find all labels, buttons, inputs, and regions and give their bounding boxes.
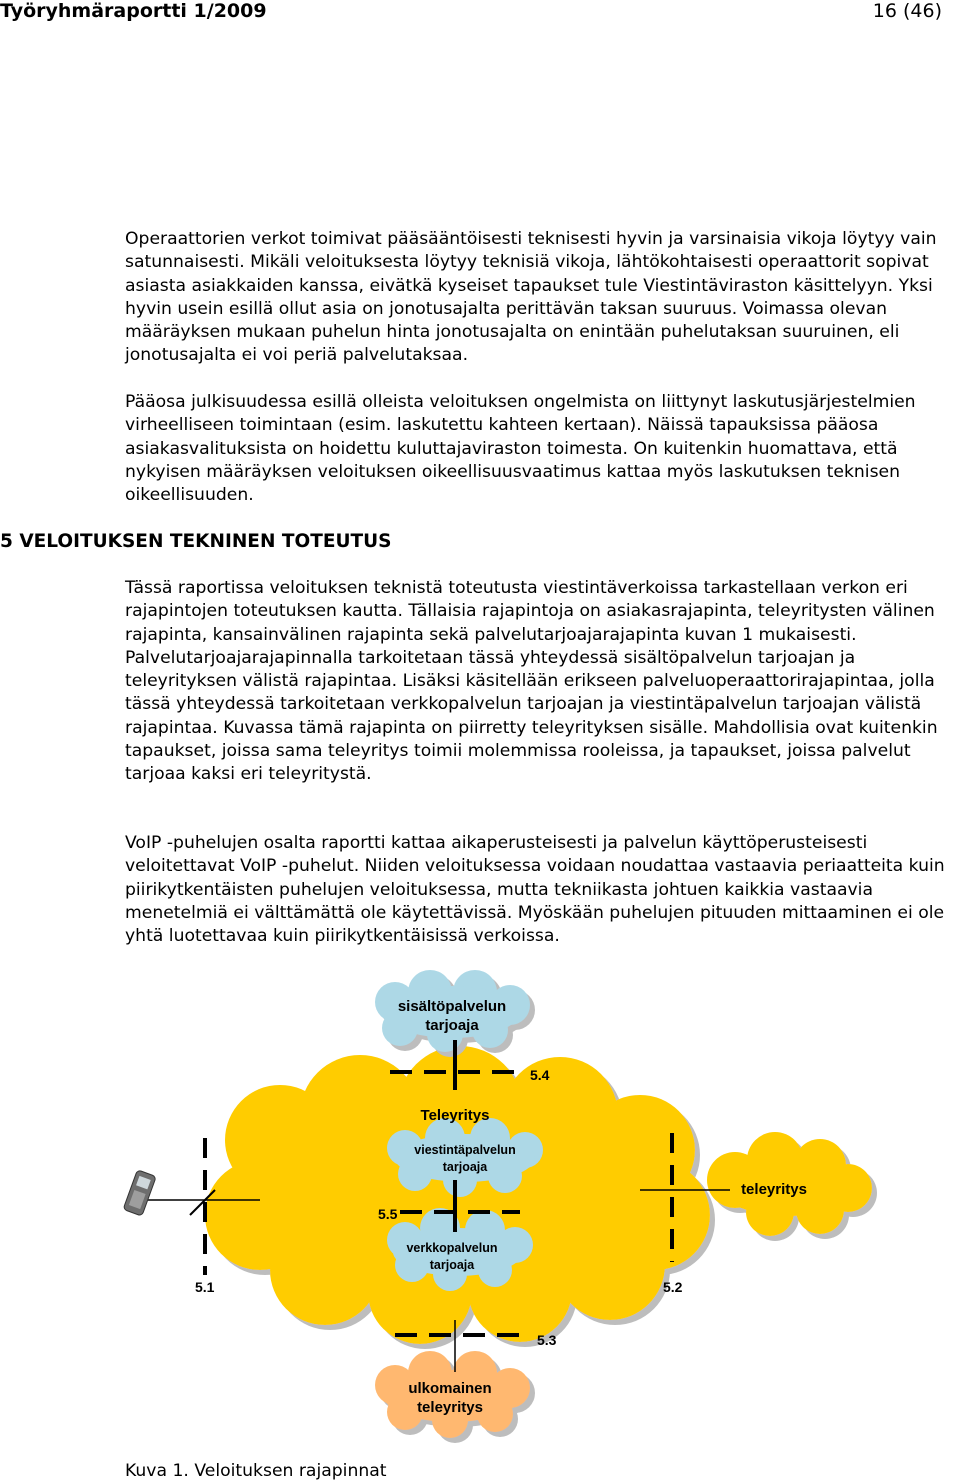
foreign-operator-label-1: ulkomainen <box>408 1380 492 1397</box>
foreign-operator-label-2: teleyritys <box>417 1399 483 1416</box>
interface-diagram <box>0 970 960 1460</box>
content-provider-label-1: sisältöpalvelun <box>397 998 507 1015</box>
paragraph-2: Pääosa julkisuudessa esillä olleista veloituksen ongelmista on liittynyt laskutusjärjestelmien virheelliseen toimintaan (esim. laskutettu kahteen kertaan). Näissä tapauksissa pääosa asiakasvalituksista on hoidettu kuluttajaviraston toimesta. On kuitenkin huomattava, että nykyisen määräyksen veloituksen oikeellisuusvaatimus kattaa myös laskutuksen teknisen oikeellisuuden. <box>125 392 916 506</box>
page-number: 16 (46) <box>872 0 942 22</box>
other-operator-label: teleyritys <box>741 1181 807 1198</box>
section-heading: 5 VELOITUKSEN TEKNINEN TOTEUTUS <box>0 531 392 552</box>
communication-service-label-1: viestintäpalvelun <box>414 1143 516 1157</box>
report-title: Työryhmäraportti 1/2009 <box>0 0 267 22</box>
network-service-label-1: verkkopalvelun <box>406 1241 498 1255</box>
paragraph-3: Tässä raportissa veloituksen teknistä toteutusta viestintäverkoissa tarkastellaan verkon eri rajapintojen toteutuksen kautta. Tällaisia rajapintoja on asiakasrajapinta, teleyritysten välinen rajapinta, kansainvälinen rajapinta sekä palvelutarjoajarajapinta kuvan 1 mukaisesti. Palvelutarjoajarajapinnalla tarkoitetaan tässä yhteydessä sisältöpalvelun tarjoajan ja teleyrityksen välistä rajapintaa. Lisäksi käsitellään erikseen palveluoperaattorirajapintaa, jolla tässä yhteydessä tarkoitetaan verkkopalvelun tarjoajan ja viestintäpalvelun tarjoajan välistä rajapintaa. Kuvassa tämä rajapinta on piirretty teleyrityksen sisälle. Mahdollisia ovat kuitenkin tapaukset, joissa sama teleyritys toimii molemmissa rooleissa, ja tapaukset, joissa palvelut tarjoaa kaksi eri teleyritystä. <box>125 578 938 785</box>
interface-5-1-label: 5.1 <box>195 1279 215 1295</box>
network-service-label-2: tarjoaja <box>429 1258 475 1272</box>
paragraph-4: VoIP -puhelujen osalta raportti kattaa aikaperusteisesti ja palvelun käyttöperusteisesti veloitettavat VoIP -puhelut. Niiden veloituksessa voidaan noudattaa vastaavia periaatteita kuin piirikytkentäisten puhelujen veloituksessa, mutta tekniikasta johtuen kaikkia vastaavia menetelmiä ei välttämättä ole käytettävissä. Myöskään puhelujen pituuden mittaaminen ei ole yhtä luotettavaa kuin piirikytkentäisissä verkoissa. <box>125 833 945 947</box>
interface-5-2-label: 5.2 <box>663 1279 683 1295</box>
interface-5-5-label: 5.5 <box>378 1206 398 1222</box>
figure-caption: Kuva 1. Veloituksen rajapinnat <box>125 1461 387 1481</box>
mobile-phone-icon <box>123 1170 156 1216</box>
interface-5-4-label: 5.4 <box>530 1067 550 1083</box>
content-provider-label-2: tarjoaja <box>425 1017 479 1034</box>
communication-service-label-2: tarjoaja <box>442 1160 488 1174</box>
interface-5-3-label: 5.3 <box>537 1332 557 1348</box>
paragraph-1: Operaattorien verkot toimivat pääsääntöisesti teknisesti hyvin ja varsinaisia vikoja löytyy vain satunnaisesti. Mikäli veloituksesta löytyy teknisiä vikoja, lähtökohtaisesti operaattorit sopivat asiasta asiakkaiden kanssa, eivätkä kyseiset tapaukset tule Viestintäviraston käsittelyyn. Yksi hyvin usein esillä ollut asia on jonotusajalta perittävän taksan suuruus. Voimassa olevan määräyksen mukaan puhelun hinta jonotusajalta on enintään puhelutaksan suuruinen, eli jonotusajalta ei voi periä palvelutaksaa. <box>125 229 937 366</box>
operator-title: Teleyritys <box>420 1107 490 1124</box>
